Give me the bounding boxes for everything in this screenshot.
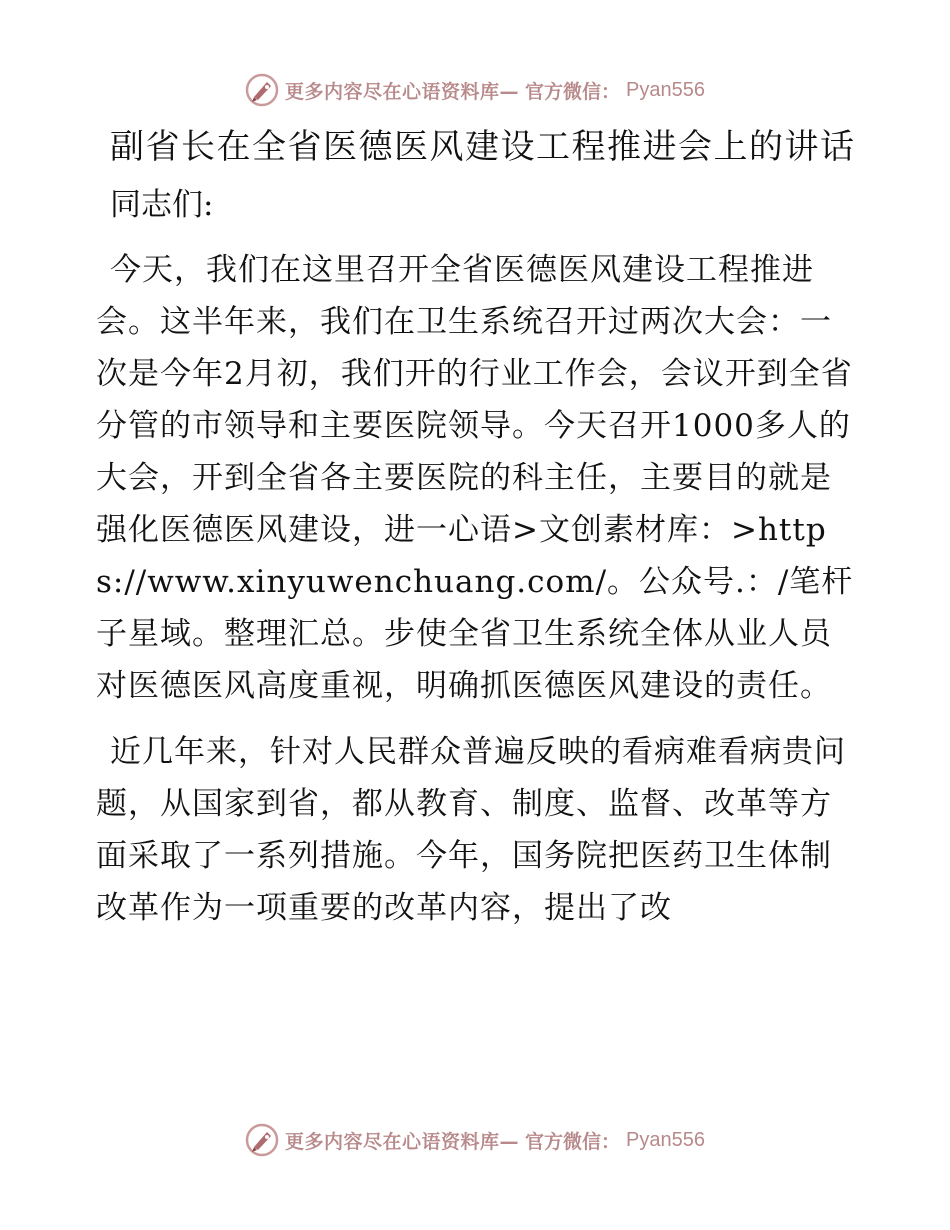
document-body (96, 120, 856, 948)
pen-nib-logo-icon (245, 1123, 279, 1157)
header-banner (0, 70, 950, 110)
header-banner-text: 更多内容尽在心语资料库— (285, 80, 520, 103)
footer-wechat-label: 官方微信： (525, 1130, 621, 1153)
document-paragraph: 近几年来，针对人民群众普遍反映的看病难看病贵问题，从国家到省，都从教育、制度、监督、改革等方面采取了一系列措施。今年，国务院把医药卫生体制改革作为一项重要的改革内容，提出了改 (96, 734, 846, 926)
document-title: 副省长在全省医德医风建设工程推进会上的讲话 (110, 127, 856, 167)
document-paragraph: 今天，我们在这里召开全省医德医风建设工程推进会。这半年来，我们在卫生系统召开过两次大会：一次是今年2月初，我们开的行业工作会，会议开到全省分管的市领导和主要医院领导。今天召开1000多人的大会，开到全省各主要医院的科主任，主要目的就是强化医德医风建设，进一心语>文创素材库：>https://www.xinyuwenchuang.com/。公众号.：/笔杆子星域。整理汇总。步使全省卫生系统全体从业人员对医德医风高度重视，明确抓医德医风建设的责任。 (96, 252, 854, 704)
footer-wechat-id: Pyan556 (626, 1128, 705, 1151)
footer-banner (0, 1120, 950, 1160)
document-salutation: 同志们: (110, 187, 214, 223)
pen-nib-logo-icon (245, 73, 279, 107)
header-wechat-label: 官方微信： (525, 80, 621, 103)
header-wechat-id: Pyan556 (626, 78, 705, 101)
footer-banner-text: 更多内容尽在心语资料库— (285, 1130, 520, 1153)
